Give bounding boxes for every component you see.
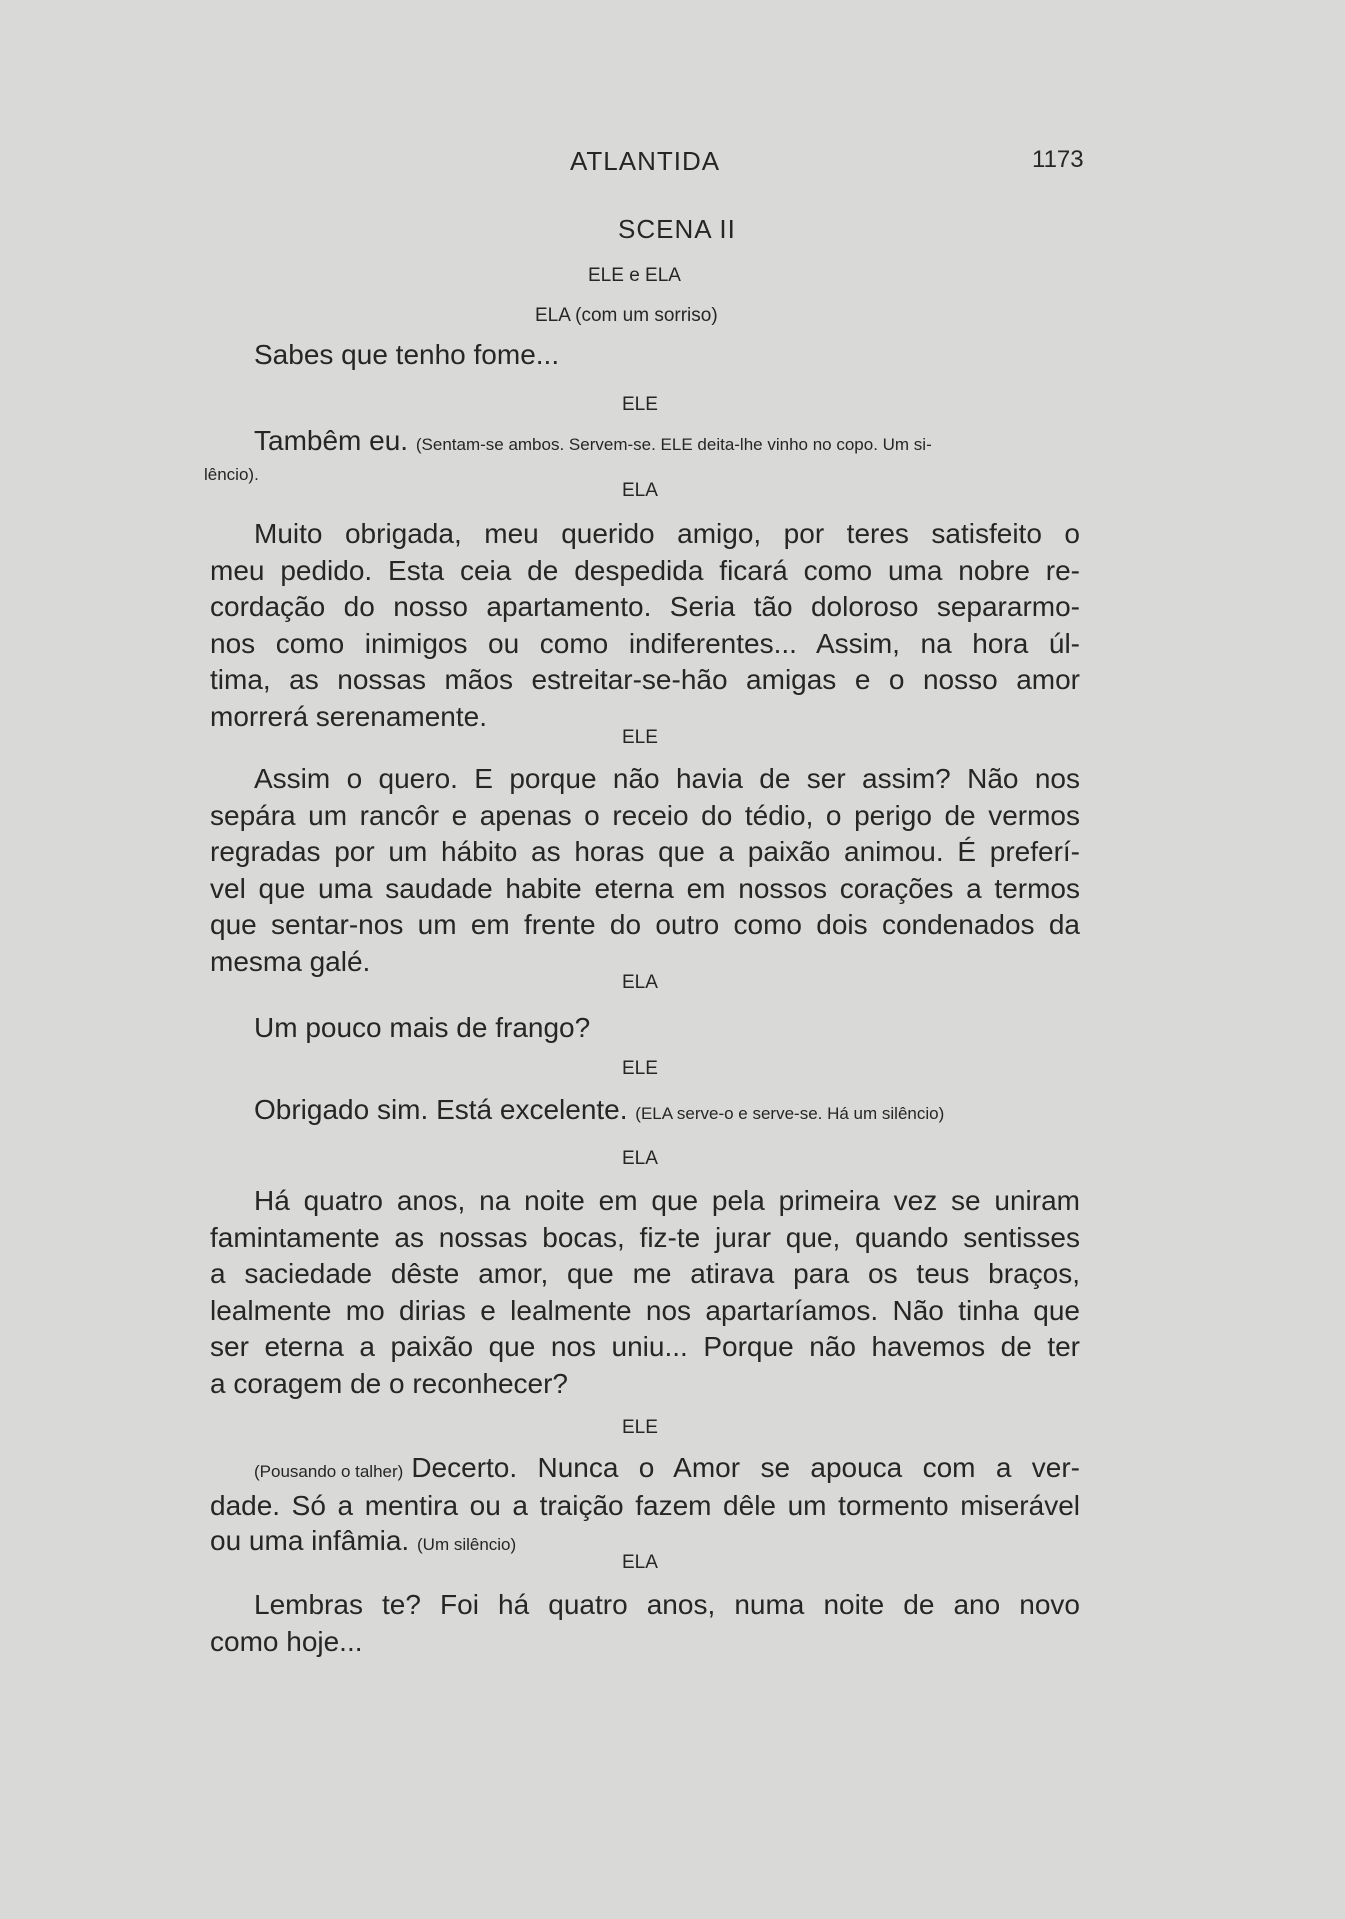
speaker-label: ELE bbox=[622, 1417, 658, 1438]
dialogue-line: a saciedade dêste amor, que me atirava para os teus braços, bbox=[210, 1258, 1080, 1289]
dialogue-line: famintamente as nossas bocas, fiz-te jurar que, quando sentisses bbox=[210, 1221, 1080, 1253]
dialogue-line: nos como inimigos ou como indiferentes... Assim, na hora úl- bbox=[210, 627, 1080, 659]
stage-direction: (Pousando o talher) bbox=[254, 1462, 404, 1481]
dialogue-line: meu pedido. Esta ceia de despedida ficará como uma nobre re- bbox=[210, 554, 1080, 586]
stage-direction: (Um silêncio) bbox=[417, 1535, 517, 1554]
stage-direction: (ELA serve-o e serve-se. Há um silêncio) bbox=[635, 1104, 945, 1123]
dialogue-block bbox=[210, 1010, 1080, 1047]
dialogue-line: dade. Só a mentira ou a traição fazem dêle um tormento miserável bbox=[210, 1490, 1080, 1521]
page-number: 1173 bbox=[1032, 146, 1084, 173]
scene-title: SCENA II bbox=[618, 214, 736, 244]
dialogue-line bbox=[254, 425, 932, 457]
dialogue-line bbox=[254, 1094, 944, 1126]
scene-characters: ELE e ELA bbox=[588, 265, 681, 286]
dialogue-line: regradas por um hábito as horas que a paixão animou. É preferí- bbox=[210, 836, 1080, 867]
dialogue-line: que sentar-nos um em frente do outro como dois condenados da bbox=[210, 909, 1080, 940]
dialogue-line: lealmente mo dirias e lealmente nos apartaríamos. Não tinha que bbox=[210, 1294, 1080, 1326]
speaker-label: ELA bbox=[622, 480, 658, 501]
dialogue-text: Decerto. Nunca o Amor se apouca com a ver- bbox=[411, 1452, 1080, 1483]
dialogue-block bbox=[210, 337, 1080, 374]
speaker-label: ELE bbox=[622, 394, 658, 415]
dialogue-block bbox=[210, 761, 1080, 980]
speaker-label: ELA bbox=[622, 1552, 658, 1573]
dialogue-line: vel que uma saudade habite eterna em nossos corações a termos bbox=[210, 872, 1080, 904]
speaker-label: ELE bbox=[622, 727, 658, 748]
dialogue-line bbox=[254, 1452, 1080, 1484]
dialogue-text: Tambêm eu. bbox=[254, 425, 409, 456]
dialogue-line: mesma galé. bbox=[210, 945, 371, 977]
dialogue-text: Obrigado sim. Está excelente. bbox=[254, 1094, 628, 1125]
dialogue-line: Muito obrigada, meu querido amigo, por teres satisfeito o bbox=[254, 518, 1080, 549]
dialogue-line: morrerá serenamente. bbox=[210, 700, 488, 732]
dialogue-line: Lembras te? Foi há quatro anos, numa noite de ano novo bbox=[254, 1589, 1080, 1620]
dialogue-line: como hoje... bbox=[210, 1625, 363, 1657]
running-header-title: ATLANTIDA bbox=[570, 146, 721, 176]
dialogue-line: sepára um rancôr e apenas o receio do tédio, o perigo de vermos bbox=[210, 799, 1080, 831]
dialogue-line: a coragem de o reconhecer? bbox=[210, 1367, 568, 1399]
dialogue-block bbox=[210, 1488, 1080, 1525]
dialogue-block bbox=[210, 516, 1080, 735]
dialogue-line: cordação do nosso apartamento. Seria tão doloroso separarmo- bbox=[210, 591, 1080, 622]
dialogue-block bbox=[210, 1183, 1080, 1402]
stage-direction: lêncio). bbox=[204, 465, 259, 484]
dialogue-block bbox=[210, 1587, 1080, 1660]
dialogue-text: ou uma infâmia. bbox=[210, 1525, 410, 1556]
stage-direction: (Sentam-se ambos. Servem-se. ELE deita-lhe vinho no copo. Um si- bbox=[415, 435, 932, 454]
dialogue-line: tima, as nossas mãos estreitar-se-hão amigas e o nosso amor bbox=[210, 664, 1080, 695]
dialogue-line bbox=[210, 1525, 516, 1557]
speaker-label: ELE bbox=[622, 1058, 658, 1079]
dialogue-line: Há quatro anos, na noite em que pela primeira vez se uniram bbox=[254, 1185, 1080, 1216]
dialogue-line: Assim o quero. E porque não havia de ser assim? Não nos bbox=[254, 763, 1080, 794]
dialogue-line: Sabes que tenho fome... bbox=[254, 339, 560, 370]
dialogue-line: ser eterna a paixão que nos uniu... Porque não havemos de ter bbox=[210, 1331, 1080, 1362]
speaker-label: ELA (com um sorriso) bbox=[535, 305, 718, 326]
dialogue-line: Um pouco mais de frango? bbox=[254, 1012, 591, 1043]
speaker-label: ELA bbox=[622, 972, 658, 993]
speaker-label: ELA bbox=[622, 1148, 658, 1169]
